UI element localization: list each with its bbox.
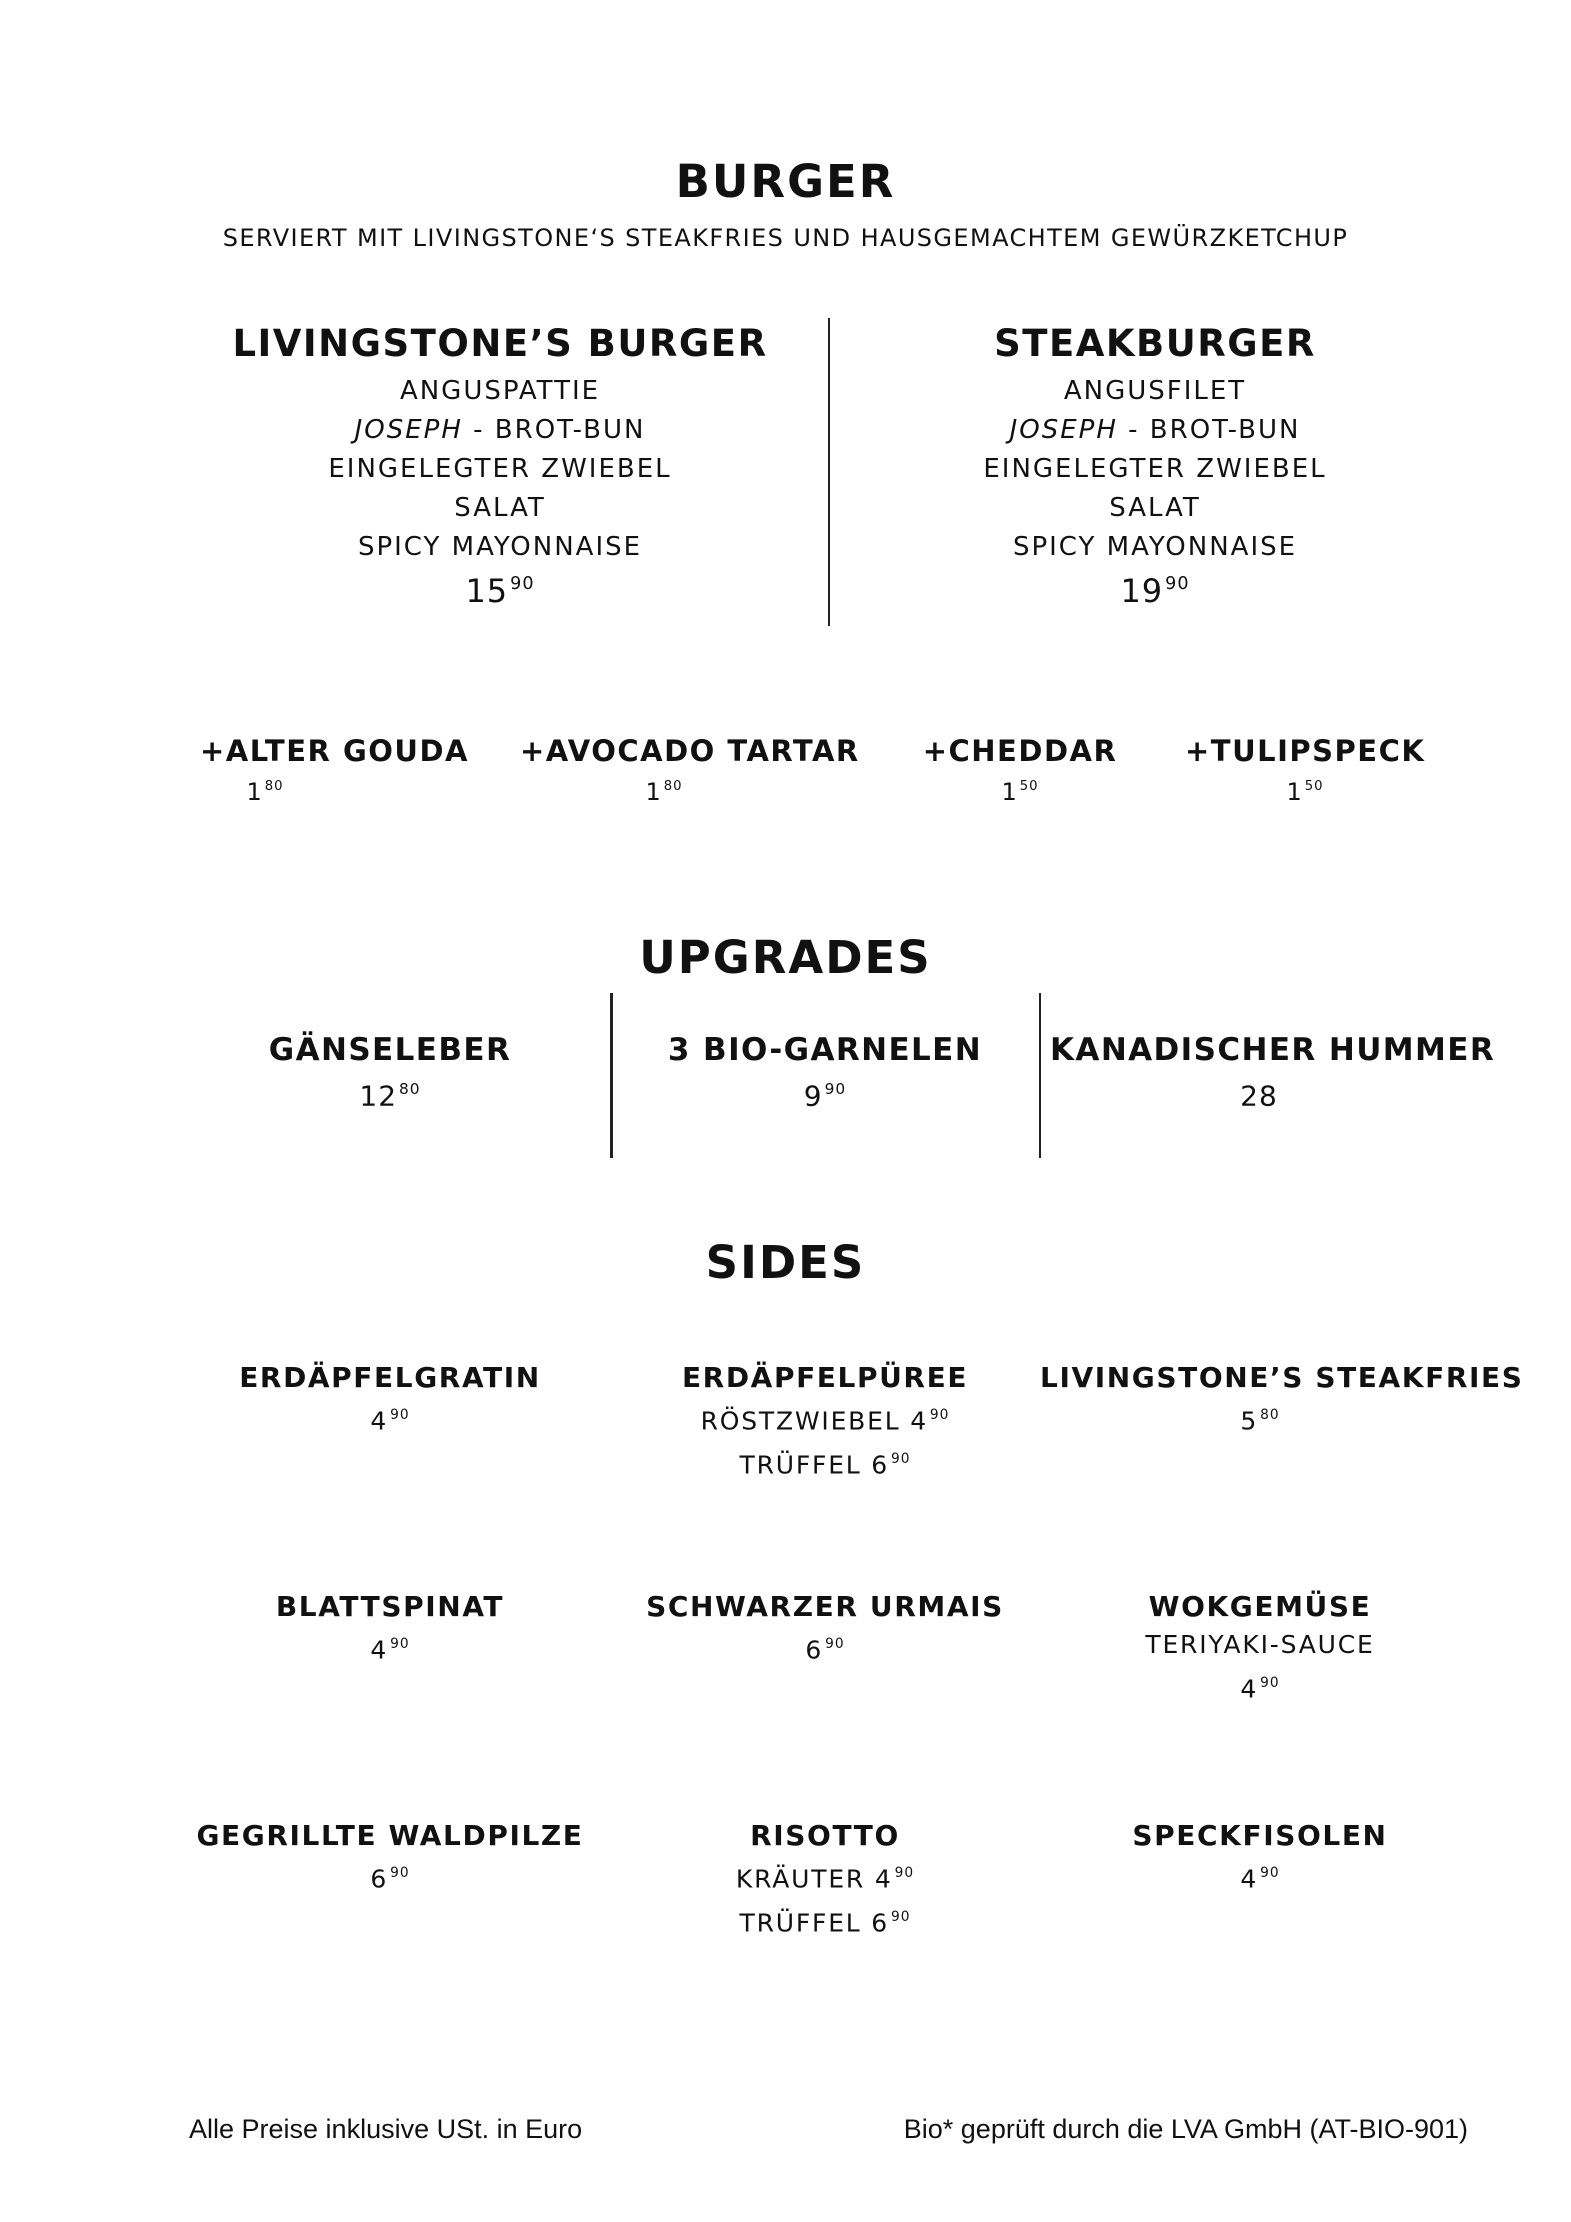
- side-price: 4 $^{90}$: [370, 1406, 410, 1436]
- extra-item: [1185, 734, 1426, 806]
- extra-name: +CHEDDAR: [922, 734, 1118, 768]
- ingredient-list: [875, 372, 1435, 567]
- bun-brand: JOSEPH: [1009, 415, 1118, 445]
- side-item: [1040, 1361, 1524, 1440]
- side-item: [625, 1590, 1025, 1669]
- burger-item-livingstone: [220, 322, 780, 610]
- upgrade-name: GÄNSELEBER: [268, 1032, 512, 1068]
- extra-name: +ALTER GOUDA: [200, 734, 469, 768]
- extra-item: [920, 734, 1120, 806]
- side-price: 6 $^{90}$: [370, 1864, 410, 1894]
- side-option: TRÜFFEL 6 $^{90}$: [739, 1450, 911, 1480]
- side-price: 4 $^{90}$: [1240, 1674, 1280, 1704]
- ingredient: [875, 411, 1435, 450]
- side-option: RÖSTZWIEBEL 4 $^{90}$: [700, 1406, 950, 1436]
- side-name: SPECKFISOLEN: [1132, 1819, 1388, 1852]
- side-name: LIVINGSTONE’S STEAKFRIES: [1040, 1361, 1524, 1394]
- upgrade-price: 28: [1240, 1079, 1278, 1113]
- side-item: [190, 1819, 590, 1898]
- ingredient: EINGELEGTER ZWIEBEL: [983, 454, 1327, 484]
- side-item: [190, 1590, 590, 1669]
- upgrade-item: [190, 1032, 590, 1113]
- side-price: 4 $^{90}$: [370, 1635, 410, 1665]
- footer-tax-note: Alle Preise inklusive USt. in Euro: [189, 2114, 583, 2144]
- side-item: [1060, 1590, 1460, 1708]
- side-price: 6 $^{90}$: [805, 1635, 845, 1665]
- side-price: 4 $^{90}$: [1240, 1864, 1280, 1894]
- bun-label: - BROT-BUN: [462, 415, 646, 445]
- upgrade-name: 3 BIO-GARNELEN: [667, 1032, 983, 1068]
- extra-price: 1 $^{80}$: [246, 778, 284, 806]
- ingredient: ANGUSPATTIE: [399, 376, 601, 406]
- side-option: KRÄUTER 4 $^{90}$: [735, 1864, 915, 1894]
- sides-section-title: SIDES: [705, 1236, 866, 1289]
- side-item: [1060, 1819, 1460, 1898]
- side-option: TRÜFFEL 6 $^{90}$: [739, 1908, 911, 1938]
- upgrades-section-title: UPGRADES: [639, 931, 932, 984]
- burger-name: STEAKBURGER: [994, 322, 1316, 365]
- upgrade-item: [1050, 1032, 1496, 1113]
- bun-label: - BROT-BUN: [1117, 415, 1301, 445]
- extra-name: +TULIPSPECK: [1185, 734, 1426, 768]
- side-price: 5 $^{80}$: [1240, 1406, 1280, 1436]
- extra-price: 1 $^{50}$: [1286, 778, 1324, 806]
- upgrade-divider: [610, 993, 613, 1158]
- ingredient: ANGUSFILET: [1063, 376, 1247, 406]
- burger-name: LIVINGSTONE’S BURGER: [232, 322, 768, 365]
- side-detail: TERIYAKI-SAUCE: [1145, 1630, 1375, 1659]
- side-name: SCHWARZER URMAIS: [646, 1590, 1004, 1623]
- side-item: [625, 1361, 1025, 1485]
- side-name: WOKGEMÜSE: [1148, 1590, 1372, 1623]
- extra-item: [520, 734, 860, 806]
- ingredient: EINGELEGTER ZWIEBEL: [328, 454, 672, 484]
- burger-subtitle: SERVIERT MIT LIVINGSTONE‘S STEAKFRIES UND HAUSGEMACHTEM GEWÜRZKETCHUP: [222, 224, 1349, 252]
- extra-price: 1 $^{50}$: [1001, 778, 1039, 806]
- burger-item-steakburger: [875, 322, 1435, 610]
- side-name: GEGRILLTE WALDPILZE: [196, 1819, 584, 1852]
- side-item: [625, 1819, 1025, 1943]
- burger-section-title: BURGER: [675, 155, 896, 208]
- side-name: RISOTTO: [750, 1819, 900, 1852]
- burger-price: 19 $^{90}$: [1120, 572, 1190, 610]
- upgrade-item: [625, 1032, 1025, 1113]
- ingredient: SPICY MAYONNAISE: [357, 532, 643, 562]
- upgrade-divider: [1039, 993, 1041, 1158]
- bun-brand: JOSEPH: [354, 415, 463, 445]
- upgrade-price: 12 $^{80}$: [359, 1079, 421, 1113]
- ingredient: SALAT: [1109, 493, 1201, 523]
- ingredient: SALAT: [454, 493, 546, 523]
- extra-item: [200, 734, 469, 806]
- ingredient: SPICY MAYONNAISE: [1012, 532, 1298, 562]
- extra-price: 1 $^{80}$: [645, 778, 683, 806]
- footer-bio-note: Bio* geprüft durch die LVA GmbH (AT-BIO-901): [903, 2114, 1468, 2144]
- side-item: [190, 1361, 590, 1440]
- ingredient-list: [220, 372, 780, 567]
- upgrade-price: 9 $^{90}$: [803, 1079, 847, 1113]
- side-name: ERDÄPFELPÜREE: [681, 1361, 969, 1394]
- burger-price: 15 $^{90}$: [465, 572, 535, 610]
- upgrade-name: KANADISCHER HUMMER: [1050, 1032, 1496, 1068]
- side-name: BLATTSPINAT: [275, 1590, 505, 1623]
- burger-divider: [828, 318, 830, 626]
- extra-name: +AVOCADO TARTAR: [520, 734, 860, 768]
- ingredient: [220, 411, 780, 450]
- side-name: ERDÄPFELGRATIN: [239, 1361, 541, 1394]
